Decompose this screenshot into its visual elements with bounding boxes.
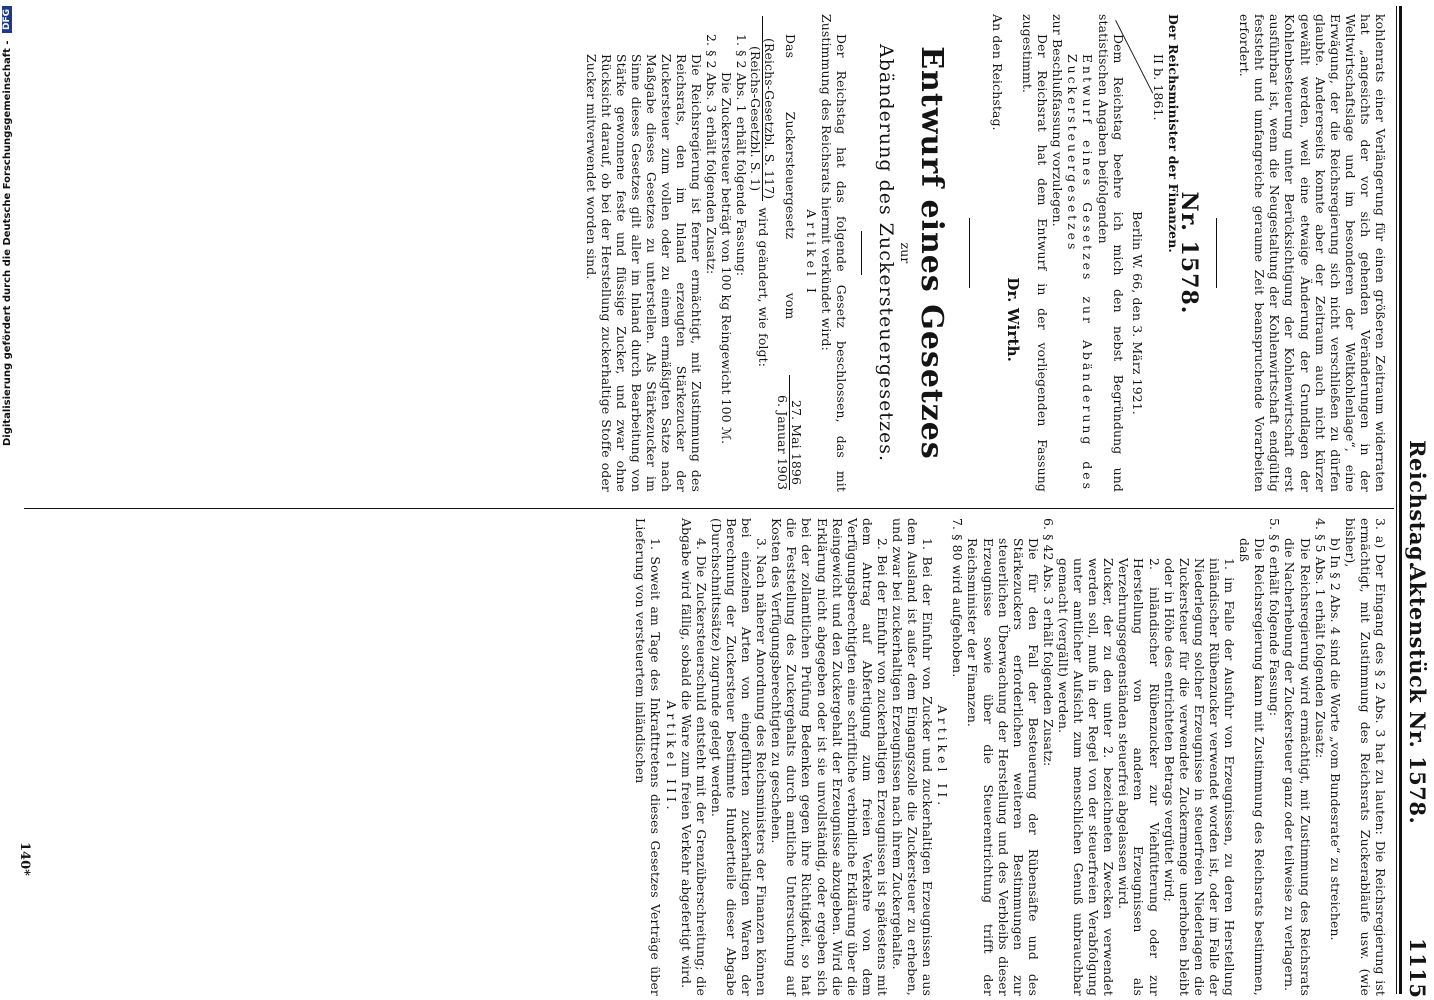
cover-letter-end: zur Beschlußfassung vorzulegen. — [1050, 14, 1066, 227]
law-dates — [776, 375, 803, 490]
sheet-signature-mark: 140* — [17, 842, 32, 876]
digitization-text: Digitalisierung gefördert durch die Deutsche Forschungsgemeinschaft - — [2, 40, 13, 447]
article-2-para-1: 1. Bei der Einfuhr von Zucker und zuckerhaltigen Erzeugnissen aus dem Ausland ist außer dem Eingangszolle die Zuckersteuer zu erheben, und zwar bei zuckerhaltigen Erzeugnissen nach ihrem Zuckergehalte. — [890, 518, 936, 996]
law-ref-1: (Reichs-Gesetzbl. S. 117) — [762, 16, 776, 201]
draft-subject: Abänderung des Zuckersteuergesetzes. — [874, 43, 897, 462]
document-number: Nr. 1578. — [1176, 191, 1203, 315]
item-1-text: Die Zuckersteuer beträgt von 100 kg Reingewicht 100 ℳ. — [719, 72, 735, 445]
cover-draft-title: Entwurf eines Gesetzes zur Abänderung des Zuckersteuergesetzes — [1065, 54, 1096, 492]
reichsrat-note: Der Reichsrat hat dem Entwurf in der vorliegenden Fassung zugestimmt. — [1020, 14, 1051, 492]
separator-rule — [861, 231, 862, 275]
right-column — [633, 518, 1388, 996]
page-number: 1115 — [1405, 938, 1430, 999]
enacting-clause: Der Reichstag hat das folgende Gesetz beschlossen, das mit Zustimmung des Reichsrats hiermit verkündet wird: — [818, 14, 849, 492]
digitization-note — [2, 6, 13, 996]
law-date-2: 6. Januar 1903 — [775, 395, 791, 490]
item-2-text: Die Reichsregierung ist ferner ermächtigt, mit Zustimmung des Reichsrats, den im Inland erzeugten Stärkezucker der Zuckersteuer zum vollen oder zu einem ermäßigten Satze nach Maßgabe dieses Gesetzes zu unterstellen. Als Stärkezucker im Sinne dieses Gesetzes gilt aller im Inland durch Bearbeitung von Stärke gewonnene feste und flüssige Zucker, und zwar ohne Rücksicht darauf, ob bei der Herstellung zuckerhaltige Stoffe oder Zucker mitverwendet worden sind. — [583, 54, 705, 492]
item-4-heading: 4. § 5 Abs. 1 erhält folgenden Zusatz: — [1312, 518, 1328, 759]
law-citation — [749, 14, 803, 492]
law-date-1: 27. Mai 1896 — [789, 375, 803, 490]
separator-rule — [1216, 218, 1217, 288]
item-5-intro: Die Reichsregierung kann mit Zustimmung des Reichsrats bestimmen, daß — [1237, 538, 1268, 996]
article-2-heading: Artikel II. — [935, 704, 951, 810]
item-1-heading: 1. § 2 Abs. 1 erhält folgende Fassung: — [734, 34, 750, 277]
separator-rule — [969, 218, 970, 288]
item-5-point-2: 2. inländischer Rübenzucker zur Viehfütterung oder zur Herstellung von anderen Erzeugnissen als Verzehrungsgegenständen steuerfrei abgelassen wird. — [1116, 558, 1162, 996]
article-2-para-2: 2. Bei der Einfuhr von zuckerhaltigen Erzeugnissen ist spätestens mit dem Antrag auf Abfertigung zum freien Verkehre von dem Verfügungsberechtigten eine schriftliche verbindliche Erklärung über die Reingewicht und den Zuckergehalt der Erzeugnisse abzugeben. Wird die Erklärung nicht abgegeben oder ist sie unvollständig, oder ergeben sich bei der zollamtlichen Prüfung Bedenken gegen ihre Richtigkeit, so hat die Feststellung des Zuckergehalts durch amtliche Untersuchung auf Kosten des Verfügungsberechtigten zu geschehen. — [769, 518, 890, 996]
law-gazette-refs — [749, 16, 776, 201]
header-rule-thick — [1399, 6, 1402, 994]
article-3-heading: Artikel III. — [663, 700, 679, 814]
addressee: An den Reichstag. — [989, 14, 1005, 131]
reference-number: II b. 1861. — [1150, 54, 1166, 121]
item-6-text: Die für den Fall der Besteuerung der Rübensäfte und des Stärkezuckers erforderlichen weiteren Bestimmungen zur steuerlichen Überwachung der Herstellung und des Verbleibs dieser Erzeugnisse sowie über die Steuerentrichtung trifft der Reichsminister der Finanzen. — [965, 538, 1041, 996]
item-5-point-1: 1. im Falle der Ausfuhr von Erzeugnissen, zu deren Herstellung inländischer Rübenzucker verwendet worden ist, oder im Falle der Niederlegung solcher Erzeugnisse in steuerfreien Niederlagen die Zuckersteuer für die verwendete Zuckermenge unerhoben bleibt oder in Höhe des entrichteten Betrags vergütet wird; — [1161, 558, 1238, 996]
signature: Dr. Wirth. — [1004, 277, 1023, 362]
column-divider — [24, 508, 1394, 509]
item-4-text: Die Reichsregierung wird ermächtigt, mit Zustimmung des Reichsrats die Nacherhebung der Zuckersteuer ganz oder teilweise zu verlagern. — [1282, 538, 1313, 996]
item-2-heading: 2. § 2 Abs. 3 erhält folgenden Zusatz: — [704, 34, 720, 275]
item-5-point-2-detail: Zucker, der zu den unter 2. bezeichneten Zwecken verwendet werden soll, muß in der Regel von der steuerfreien Verabfolgung unter amtlicher Aufsicht zum menschlichen Genuß unbrauchbar gemacht (vergällt) werden. — [1056, 558, 1117, 996]
dateline: Berlin W. 66, den 3. März 1921. — [1129, 211, 1145, 415]
dfg-logo: DFG — [2, 6, 12, 33]
sender-line: Der Reichsminister der Finanzen. — [1165, 14, 1181, 253]
law-changed: wird geändert, wie folgt: — [756, 207, 772, 368]
header-rule-thin — [1396, 6, 1397, 994]
draft-title: Entwurf eines Gesetzes — [913, 46, 949, 460]
item-3a: 3. a) Der Eingang des § 2 Abs. 3 hat zu lauten: Die Reichsregierung ist ermächtigt, mit Zustimmung des Reichsrats Zuckerabläufe usw. (wie bisher), — [1342, 518, 1388, 996]
item-3b: b) In § 2 Abs. 4 sind die Worte „vom Bundesrate“ zu streichen. — [1327, 538, 1343, 941]
cover-letter: Dem Reichstag beehre ich mich den nebst Begründung und statistischen Angaben beifolgenden — [1095, 14, 1126, 492]
left-column — [583, 14, 1388, 492]
continued-paragraph: kohlenrats einer Verlängerung für einen größeren Zeitraum widerraten hat „angesichts der vor sich gehenden Veränderungen in der Weltwirtschaftslage und im besonderen der Weltkohlenlage“, eine Erwägung, der die Reichsregierung sich nicht verschließen zu dürfen glaubte. Andererseits konnte aber der Zeitraum auch nicht kürzer gewählt werden, weil eine etwaige Änderung der Grundlagen der Kohlenbesteuerung unter Berücksichtigung der Kohlenwirtschaft erst ausführbar ist, wenn die Neugestaltung der Kohlenwirtschaft endgültig feststeht und umfangreiche geraume Zeit beanspruchende Vorarbeiten erfordert. — [1237, 14, 1388, 492]
item-5-heading: 5. § 6 erhält folgende Fassung: — [1267, 518, 1283, 717]
article-2-para-3: 3. Nach näherer Anordnung des Reichsministers der Finanzen können bei einzelnen Arten von eingeführten zuckerhaltigen Waren der Berechnung der Zuckersteuer bestimmte Hundertteile dieser Abgabe (Durchschnittssätze) zugrunde gelegt werden. — [708, 518, 770, 996]
running-head-left: Reichstag. — [1405, 440, 1430, 569]
running-head-center: Aktenstück Nr. 1578. — [1405, 565, 1430, 825]
law-ref-2: (Reichs-Gesetzbl. S. 1) — [748, 46, 764, 192]
draft-zur: zur — [897, 242, 913, 264]
article-1-heading: Artikel I — [803, 209, 819, 297]
law-intro: Das Zuckersteuergesetz vom — [783, 34, 799, 320]
item-6-heading: 6. § 42 Abs. 3 erhält folgenden Zusatz: — [1040, 518, 1056, 767]
article-2-para-4: 4. Die Zuckersteuerschuld entsteht mit der Grenzüberschreitung; die Abgabe wird fällig, sobald die Ware zum freien Verkehr abgefertigt wird. — [678, 518, 709, 996]
item-7: 7. § 80 wird aufgehoben. — [950, 518, 966, 678]
article-3-para-1: 1. Soweit am Tage des Inkrafttretens dieses Gesetzes Verträge über Lieferung von versteuertem inländischen — [633, 518, 664, 996]
